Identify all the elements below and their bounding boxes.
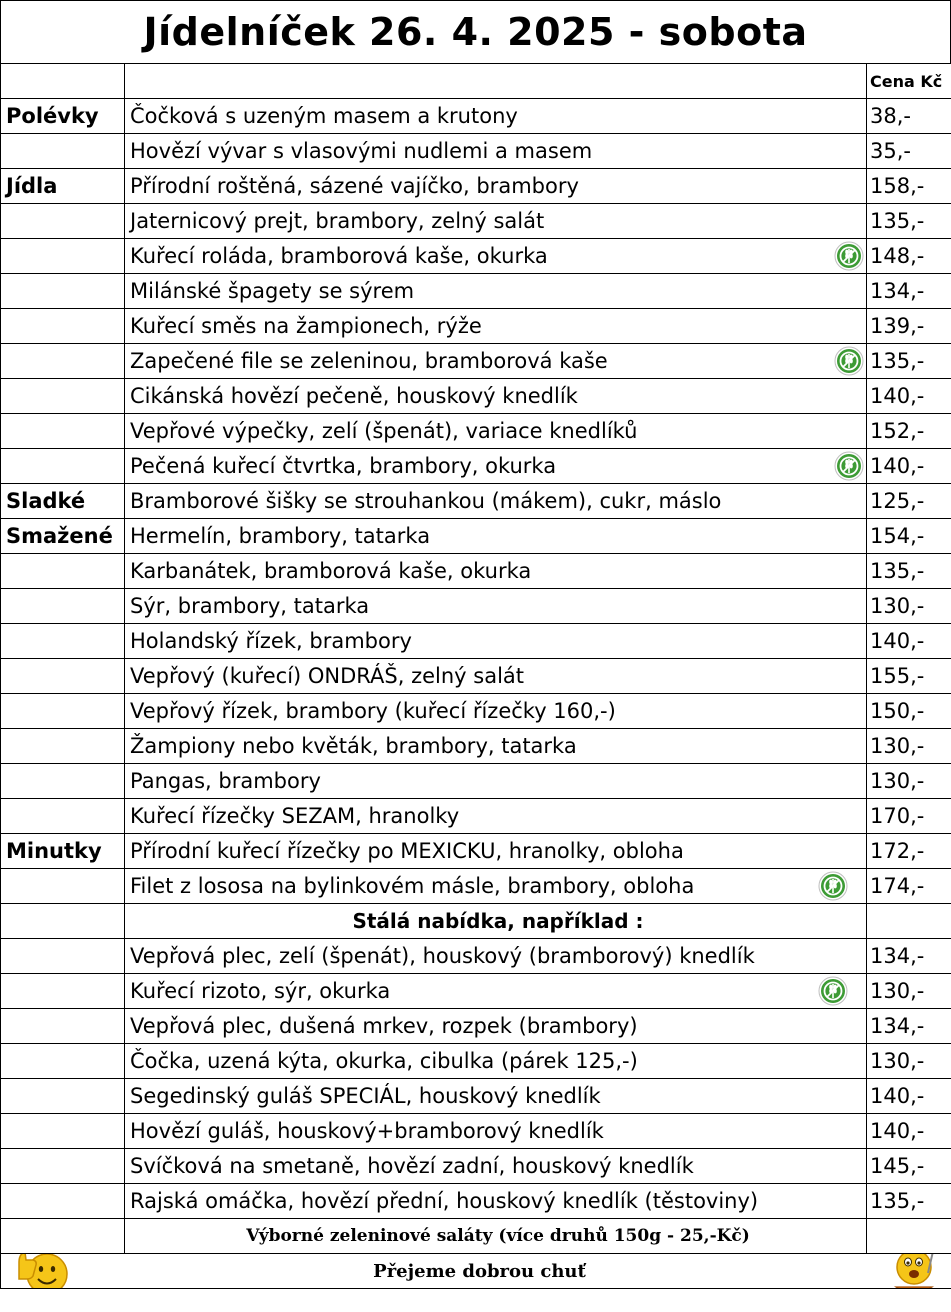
menu-row: [1, 309, 951, 344]
stala-row: [1, 1114, 951, 1149]
dish-price: 154,-: [867, 519, 951, 554]
dish-text: Vepřové výpečky, zelí (špenát), variace knedlíků: [130, 419, 638, 443]
category-label: [1, 449, 125, 484]
category-label: [1, 729, 125, 764]
eating-smiley-icon: [890, 1254, 946, 1289]
dish-text: Rajská omáčka, hovězí přední, houskový knedlík (těstoviny): [130, 1189, 759, 1213]
dish-price: 152,-: [867, 414, 951, 449]
menu-row: [1, 344, 951, 379]
gluten-free-icon: [834, 241, 864, 271]
dish-name: [125, 1079, 867, 1114]
header-row: [1, 64, 951, 99]
dish-name: [125, 554, 867, 589]
menu-row: [1, 659, 951, 694]
empty-cell: [1, 1009, 125, 1044]
dish-price: 134,-: [867, 1009, 951, 1044]
dish-price: 35,-: [867, 134, 951, 169]
dish-text: Sýr, brambory, tatarka: [130, 594, 370, 618]
dish-text: Přírodní kuřecí řízečky po MEXICKU, hranolky, obloha: [130, 839, 684, 863]
empty-cell: [1, 1184, 125, 1219]
gluten-free-icon: [818, 871, 848, 901]
dish-text: Hovězí guláš, houskový+bramborový knedlík: [130, 1119, 604, 1143]
dish-name: [125, 274, 867, 309]
dish-price: 135,-: [867, 344, 951, 379]
stala-heading-row: [1, 904, 951, 939]
dish-name: [125, 974, 867, 1009]
menu-row: [1, 764, 951, 799]
dish-price: 140,-: [867, 1079, 951, 1114]
menu-row: [1, 624, 951, 659]
dish-price: 130,-: [867, 1044, 951, 1079]
dish-text: Cikánská hovězí pečeně, houskový knedlík: [130, 384, 578, 408]
dish-name: [125, 1114, 867, 1149]
gluten-free-icon: [834, 451, 864, 481]
dish-name: [125, 1044, 867, 1079]
dish-price: 135,-: [867, 554, 951, 589]
menu-row: [1, 204, 951, 239]
dish-name: [125, 414, 867, 449]
category-label: Polévky: [1, 99, 125, 134]
menu-row: [1, 169, 951, 204]
dish-name: [125, 519, 867, 554]
dish-text: Svíčková na smetaně, hovězí zadní, houskový knedlík: [130, 1154, 694, 1178]
dish-text: Kuřecí rizoto, sýr, okurka: [130, 979, 391, 1003]
category-label: [1, 274, 125, 309]
dish-text: Hovězí vývar s vlasovými nudlemi a masem: [130, 139, 593, 163]
menu-table: [0, 63, 951, 1289]
category-label: [1, 589, 125, 624]
dish-name: [125, 694, 867, 729]
dish-text: Hermelín, brambory, tatarka: [130, 524, 431, 548]
dish-price: 145,-: [867, 1149, 951, 1184]
dish-price: 38,-: [867, 99, 951, 134]
dish-text: Bramborové šišky se strouhankou (mákem), cukr, máslo: [130, 489, 722, 513]
dish-name: [125, 589, 867, 624]
stala-row: [1, 939, 951, 974]
dish-text: Vepřový (kuřecí) ONDRÁŠ, zelný salát: [130, 664, 525, 688]
dish-text: Segedinský guláš SPECIÁL, houskový knedlík: [130, 1084, 601, 1108]
dish-price: 134,-: [867, 274, 951, 309]
gluten-free-icon: [818, 976, 848, 1006]
empty-cell: [1, 1149, 125, 1184]
category-label: [1, 134, 125, 169]
dish-name: [125, 204, 867, 239]
dish-price: 130,-: [867, 729, 951, 764]
dish-text: Přírodní roštěná, sázené vajíčko, brambory: [130, 174, 579, 198]
empty-cell: [867, 904, 951, 939]
empty-cell: [1, 974, 125, 1009]
dish-text: Zapečené file se zeleninou, bramborová kaše: [130, 349, 608, 373]
dish-text: Kuřecí směs na žampionech, rýže: [130, 314, 482, 338]
footer-cell: [1, 1254, 951, 1289]
menu-row: [1, 834, 951, 869]
menu-row: [1, 484, 951, 519]
menu-row: [1, 554, 951, 589]
category-label: [1, 694, 125, 729]
dish-price: 139,-: [867, 309, 951, 344]
dish-text: Milánské špagety se sýrem: [130, 279, 415, 303]
menu-row: [1, 589, 951, 624]
dish-price: 130,-: [867, 589, 951, 624]
stala-row: [1, 1184, 951, 1219]
dish-name: [125, 1184, 867, 1219]
dish-name: [125, 1009, 867, 1044]
dish-price: 130,-: [867, 974, 951, 1009]
category-label: [1, 764, 125, 799]
dish-name: [125, 169, 867, 204]
thumbs-up-smiley-icon: [11, 1254, 71, 1289]
stala-row: [1, 1009, 951, 1044]
dish-text: Vepřový řízek, brambory (kuřecí řízečky 160,-): [130, 699, 616, 723]
dish-text: Vepřová plec, zelí (špenát), houskový (bramborový) knedlík: [130, 944, 755, 968]
dish-text: Žampiony nebo květák, brambory, tatarka: [130, 734, 577, 758]
category-label: Minutky: [1, 834, 125, 869]
dish-text: Pangas, brambory: [130, 769, 321, 793]
header-price-label: Cena Kč: [867, 64, 951, 99]
dish-price: 155,-: [867, 659, 951, 694]
dish-text: Karbanátek, bramborová kaše, okurka: [130, 559, 532, 583]
dish-name: [125, 379, 867, 414]
category-label: Smažené: [1, 519, 125, 554]
category-label: Sladké: [1, 484, 125, 519]
dish-name: [125, 834, 867, 869]
menu-row: [1, 694, 951, 729]
dish-name: [125, 659, 867, 694]
menu-row: [1, 729, 951, 764]
dish-price: 150,-: [867, 694, 951, 729]
category-label: [1, 379, 125, 414]
category-label: [1, 414, 125, 449]
header-category-cell: [1, 64, 125, 99]
dish-price: 170,-: [867, 799, 951, 834]
menu-row: [1, 379, 951, 414]
dish-price: 140,-: [867, 1114, 951, 1149]
dish-name: [125, 134, 867, 169]
category-label: [1, 204, 125, 239]
category-label: [1, 799, 125, 834]
dish-name: [125, 239, 867, 274]
empty-cell: [867, 1219, 951, 1254]
dish-name: [125, 484, 867, 519]
dish-price: 158,-: [867, 169, 951, 204]
dish-name: [125, 729, 867, 764]
dish-price: 140,-: [867, 624, 951, 659]
dish-text: Čočková s uzeným masem a krutony: [130, 104, 518, 128]
stala-row: [1, 1079, 951, 1114]
dish-text: Jaternicový prejt, brambory, zelný salát: [130, 209, 545, 233]
category-label: [1, 659, 125, 694]
dish-text: Čočka, uzená kýta, okurka, cibulka (párek 125,-): [130, 1049, 638, 1073]
category-label: Jídla: [1, 169, 125, 204]
menu-row: [1, 449, 951, 484]
menu-row: [1, 869, 951, 904]
category-label: [1, 344, 125, 379]
gluten-free-icon: [834, 346, 864, 376]
dish-name: [125, 624, 867, 659]
stala-row: [1, 974, 951, 1009]
stala-row: [1, 1149, 951, 1184]
dish-text: Pečená kuřecí čtvrtka, brambory, okurka: [130, 454, 557, 478]
dish-price: 172,-: [867, 834, 951, 869]
dish-text: Kuřecí roláda, bramborová kaše, okurka: [130, 244, 548, 268]
menu-row: [1, 519, 951, 554]
dish-text: Filet z lososa na bylinkovém másle, brambory, obloha: [130, 874, 695, 898]
dish-name: [125, 939, 867, 974]
category-label: [1, 869, 125, 904]
dish-name: [125, 449, 867, 484]
dish-name: [125, 344, 867, 379]
menu-row: [1, 414, 951, 449]
dish-text: Vepřová plec, dušená mrkev, rozpek (brambory): [130, 1014, 638, 1038]
dish-price: 135,-: [867, 1184, 951, 1219]
dish-price: 140,-: [867, 449, 951, 484]
empty-cell: [1, 1114, 125, 1149]
dish-price: 174,-: [867, 869, 951, 904]
category-label: [1, 239, 125, 274]
dish-name: [125, 869, 867, 904]
menu-row: [1, 239, 951, 274]
header-dish-cell: [125, 64, 867, 99]
stala-row: [1, 1044, 951, 1079]
stala-heading: Stálá nabídka, například :: [125, 904, 867, 939]
salads-row: [1, 1219, 951, 1254]
menu-row: [1, 274, 951, 309]
empty-cell: [1, 904, 125, 939]
menu-row: [1, 134, 951, 169]
dish-name: [125, 99, 867, 134]
empty-cell: [1, 1044, 125, 1079]
dish-text: Kuřecí řízečky SEZAM, hranolky: [130, 804, 460, 828]
empty-cell: [1, 1219, 125, 1254]
empty-cell: [1, 939, 125, 974]
dish-name: [125, 764, 867, 799]
dish-name: [125, 1149, 867, 1184]
dish-price: 135,-: [867, 204, 951, 239]
dish-price: 140,-: [867, 379, 951, 414]
dish-text: Holandský řízek, brambory: [130, 629, 412, 653]
dish-name: [125, 799, 867, 834]
category-label: [1, 309, 125, 344]
empty-cell: [1, 1079, 125, 1114]
dish-price: 134,-: [867, 939, 951, 974]
menu-row: [1, 99, 951, 134]
category-label: [1, 554, 125, 589]
salads-note: Výborné zeleninové saláty (více druhů 150g - 25,-Kč): [125, 1219, 867, 1254]
footer-row: [1, 1254, 951, 1289]
dish-price: 125,-: [867, 484, 951, 519]
dish-name: [125, 309, 867, 344]
footer-greeting: Přejeme dobrou chuť: [373, 1260, 586, 1282]
dish-price: 148,-: [867, 239, 951, 274]
category-label: [1, 624, 125, 659]
dish-price: 130,-: [867, 764, 951, 799]
menu-row: [1, 799, 951, 834]
page-title: Jídelníček 26. 4. 2025 - sobota: [0, 0, 951, 63]
